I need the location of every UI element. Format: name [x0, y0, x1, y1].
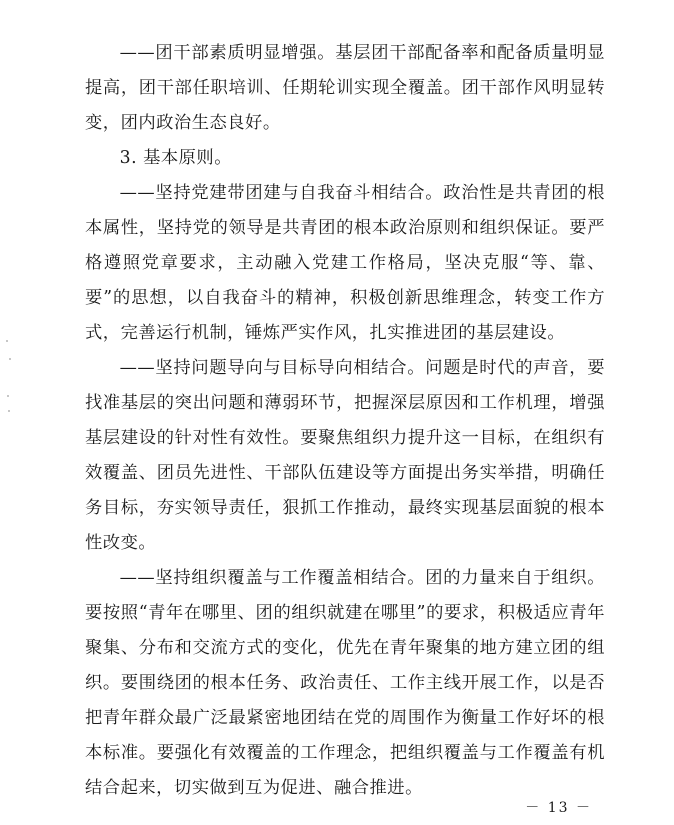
scan-speck: [9, 358, 11, 360]
paragraph-problem-goal-principle: ——坚持问题导向与目标导向相结合。问题是时代的声音，要找准基层的突出问题和薄弱环节，把握深层原因和工作机理，增强基层建设的针对性有效性。要聚焦组织力提升这一目标，在组织有效覆盖、团员先进性、干部队伍建设等方面提出务实举措，明确任务目标，夯实领导责任，狠抓工作推动，最终实现基层面貌的根本性改变。: [85, 358, 605, 553]
paragraph-party-building-principle: ——坚持党建带团建与自我奋斗相结合。政治性是共青团的根本属性，坚持党的领导是共青团的根本政治原则和组织保证。要严格遵照党章要求，主动融入党建工作格局，坚决克服“等、靠、要”的思想，以自我奋斗的精神，积极创新思维理念，转变工作方式，完善运行机制，锤炼严实作风，扎实推进团的基层建设。: [85, 183, 605, 343]
scan-speck: [7, 395, 9, 397]
page-number: － 13 －: [525, 800, 592, 816]
paragraph-cadre-quality: ——团干部素质明显增强。基层团干部配备率和配备质量明显提高，团干部任职培训、任期轮训实现全覆盖。团干部作风明显转变，团内政治生态良好。: [85, 43, 605, 133]
scan-speck: [8, 410, 10, 412]
paragraph-coverage-principle: ——坚持组织覆盖与工作覆盖相结合。团的力量来自于组织。要按照“青年在哪里、团的组织就建在哪里”的要求，积极适应青年聚集、分布和交流方式的变化，优先在青年聚集的地方建立团的组织。要围绕团的根本任务、政治责任、工作主线开展工作，以是否把青年群众最广泛最紧密地团结在党的周围作为衡量工作好坏的根本标准。要强化有效覆盖的工作理念，把组织覆盖与工作覆盖有机结合起来，切实做到互为促进、融合推进。: [85, 568, 605, 798]
margin-scan-specks: [6, 340, 14, 440]
heading-basic-principles: 3. 基本原则。: [119, 148, 232, 168]
body-text: [85, 36, 605, 806]
scan-speck: [6, 340, 8, 342]
